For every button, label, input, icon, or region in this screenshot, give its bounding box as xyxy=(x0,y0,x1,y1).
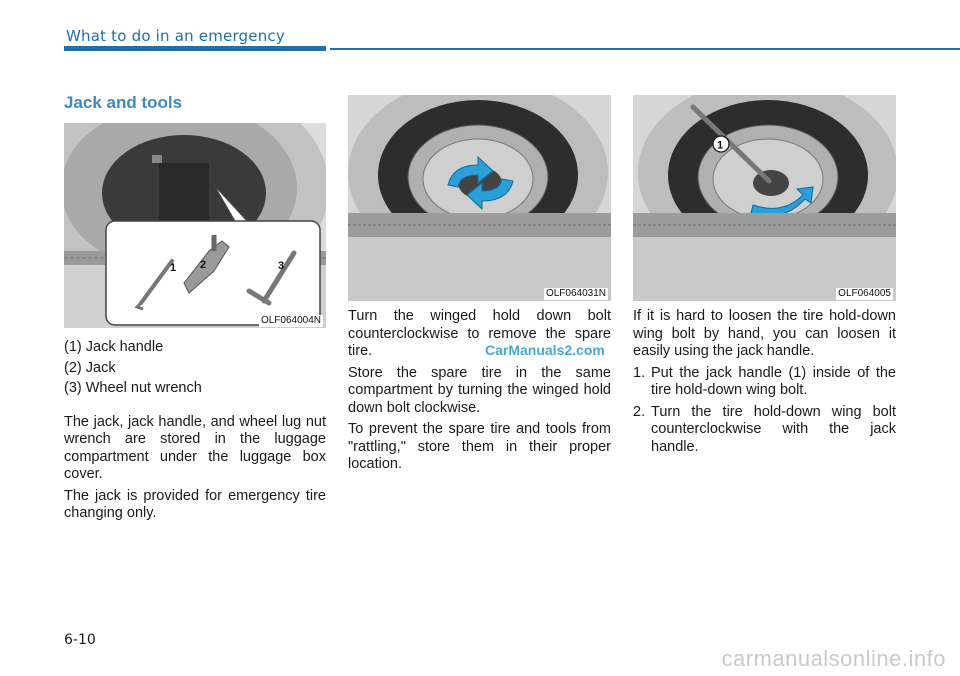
label-3: 3 xyxy=(278,260,285,272)
paragraph: Store the spare tire in the same compartment by turning the winged hold down bolt clockwise. xyxy=(348,364,611,416)
step-item xyxy=(633,365,896,400)
label-1: 1 xyxy=(170,262,177,274)
paragraph: The jack, jack handle, and wheel lug nut wrench are stored in the luggage compartment under the luggage box cover. xyxy=(64,413,326,482)
footer-watermark: carmanualsonline.info xyxy=(721,646,946,671)
jack-handle-illustration xyxy=(633,95,896,301)
header-rule-thick xyxy=(64,46,326,51)
label-2: 2 xyxy=(200,259,207,271)
figure-code: OLF064004N xyxy=(260,315,321,326)
column-2 xyxy=(348,308,611,478)
tool-item: (3) Wheel nut wrench xyxy=(64,380,202,396)
spare-tire-illustration xyxy=(348,95,611,301)
figure-jack-handle-bolt xyxy=(633,95,896,301)
paragraph: To prevent the spare tire and tools from "rattling," store them in their proper location. xyxy=(348,421,611,472)
watermark-carmanuals: CarManuals2.com xyxy=(485,342,605,358)
page-heading: Jack and tools xyxy=(64,93,183,112)
tool-item: (1) Jack handle xyxy=(64,339,164,355)
tool-list xyxy=(64,339,326,398)
paragraph: The jack is provided for emergency tire changing only. xyxy=(64,487,326,521)
column-3 xyxy=(633,308,896,460)
step-number: 2. xyxy=(633,403,646,420)
section-title: What to do in an emergency xyxy=(66,27,285,45)
paragraph: If it is hard to loosen the tire hold-down wing bolt by hand, you can loosen it easily using the jack handle. xyxy=(633,308,896,359)
figure-code: OLF064005 xyxy=(838,288,891,299)
callout-1: 1 xyxy=(717,139,724,152)
steps-list xyxy=(633,365,896,457)
step-text: Put the jack handle (1) inside of the tire hold-down wing bolt. xyxy=(651,364,896,398)
step-number: 1. xyxy=(633,364,646,381)
figure-jack-storage xyxy=(64,123,326,328)
step-item xyxy=(633,404,896,457)
paragraph: Turn the winged hold down bolt counterclockwise to remove the spare tire. xyxy=(348,308,611,359)
figure-spare-tire-bolt xyxy=(348,95,611,301)
jack-storage-illustration xyxy=(64,123,326,328)
tool-item: (2) Jack xyxy=(64,359,116,376)
figure-code: OLF064031N xyxy=(545,288,606,299)
column-1 xyxy=(64,339,326,527)
header-rule-thin xyxy=(330,48,960,50)
step-text: Turn the tire hold-down wing bolt counterclockwise with the jack handle. xyxy=(651,403,896,455)
page-number: 6-10 xyxy=(64,632,96,648)
